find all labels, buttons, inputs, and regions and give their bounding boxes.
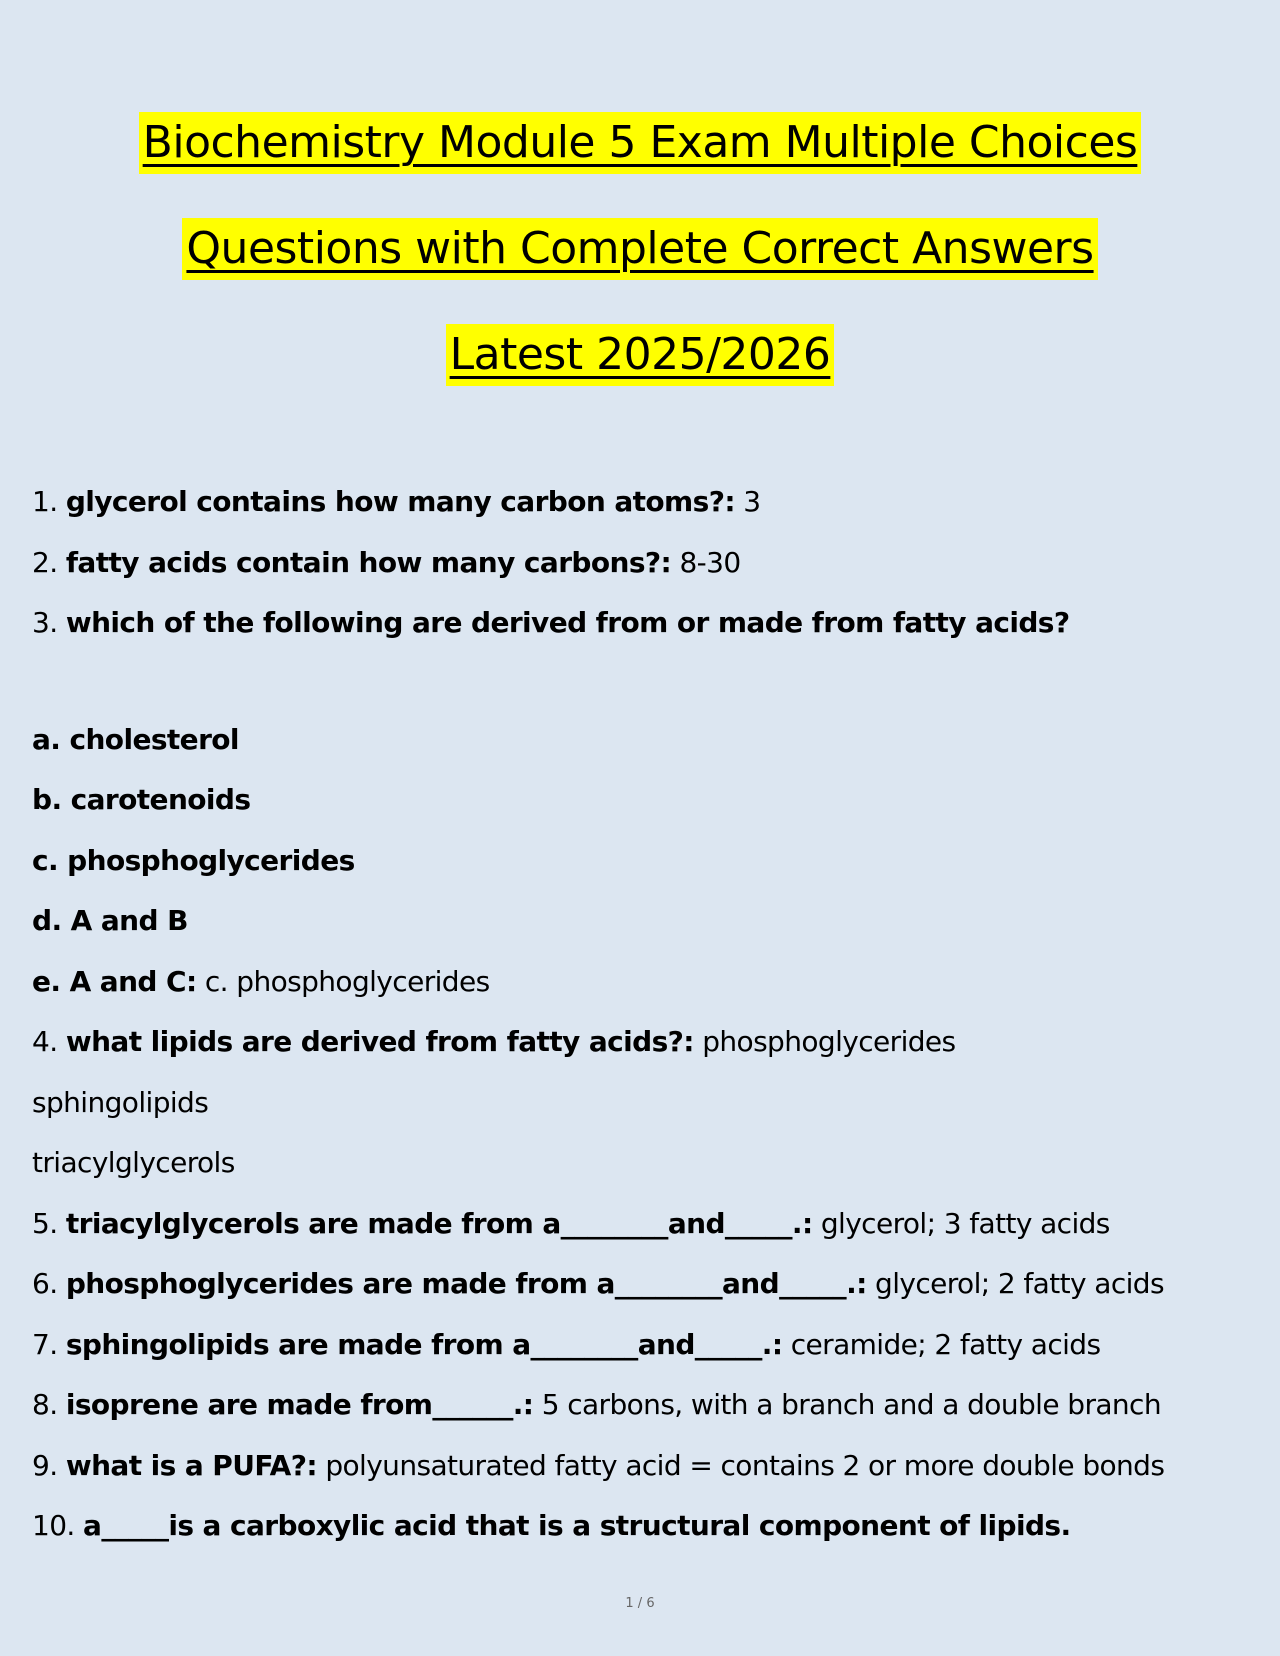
answer-text: 3: [743, 485, 761, 518]
question-item: [32, 1496, 1262, 1557]
question-number: 6.: [32, 1267, 58, 1300]
question-item: [32, 1254, 1262, 1315]
answer-text: sphingolipids: [32, 1085, 209, 1119]
title-text: Biochemistry Module 5 Exam Multiple Choices: [139, 112, 1142, 174]
choice-item: [32, 891, 1262, 952]
answer-text: glycerol; 3 fatty acids: [820, 1206, 1110, 1240]
question-text: which of the following are derived from or made from fatty acids?: [65, 606, 1070, 639]
answer-text: c. phosphoglycerides: [204, 964, 490, 998]
choice-item: [32, 710, 1262, 771]
question-list: [32, 472, 1262, 1557]
question-number: 1.: [32, 485, 58, 518]
title-line-3: [0, 324, 1280, 430]
title-line-1: [0, 112, 1280, 218]
question-number: 4.: [32, 1025, 58, 1058]
choice-item: [32, 831, 1262, 892]
choice-item: [32, 952, 1262, 1013]
question-number: 5.: [32, 1206, 58, 1240]
choice-text: d. A and B: [32, 904, 188, 937]
answer-text: phosphoglycerides: [702, 1025, 956, 1058]
question-number: 8.: [32, 1388, 58, 1421]
page-indicator: 1 / 6: [625, 1596, 655, 1611]
question-text: triacylglycerols are made from a________and_____.:: [65, 1206, 813, 1240]
question-number: 10.: [32, 1509, 75, 1542]
answer-continuation: [32, 1133, 1262, 1194]
question-item: [32, 593, 1262, 654]
question-item: [32, 1375, 1262, 1436]
question-number: 2.: [32, 545, 58, 579]
question-number: 7.: [32, 1327, 58, 1361]
question-text: what is a PUFA?:: [65, 1448, 317, 1482]
question-item: [32, 472, 1262, 533]
choice-text: c. phosphoglycerides: [32, 843, 355, 877]
question-text: glycerol contains how many carbon atoms?:: [65, 485, 735, 518]
question-item: [32, 533, 1262, 594]
document-title: [0, 112, 1280, 430]
choice-text: b. carotenoids: [32, 783, 251, 816]
choice-text: e. A and C:: [32, 964, 197, 998]
choice-item: [32, 770, 1262, 831]
answer-text: triacylglycerols: [32, 1146, 235, 1179]
answer-text: polyunsaturated fatty acid = contains 2 or more double bonds: [325, 1448, 1165, 1482]
question-text: what lipids are derived from fatty acids?:: [65, 1025, 694, 1058]
answer-text: 8-30: [679, 545, 741, 579]
question-text: sphingolipids are made from a________and_____.:: [65, 1327, 783, 1361]
question-number: 3.: [32, 606, 58, 639]
answer-text: ceramide; 2 fatty acids: [790, 1327, 1101, 1361]
title-line-2: [0, 218, 1280, 324]
answer-text: glycerol; 2 fatty acids: [875, 1267, 1164, 1300]
question-text: phosphoglycerides are made from a________and_____.:: [65, 1267, 867, 1300]
choice-text: a. cholesterol: [32, 722, 239, 756]
title-text: Latest 2025/2026: [446, 324, 835, 386]
question-text: fatty acids contain how many carbons?:: [65, 545, 672, 579]
answer-text: 5 carbons, with a branch and a double branch: [541, 1388, 1161, 1421]
blank-line: [32, 654, 1262, 710]
question-item: [32, 1436, 1262, 1497]
question-item: [32, 1315, 1262, 1376]
question-text: isoprene are made from______.:: [65, 1388, 534, 1421]
title-text: Questions with Complete Correct Answers: [182, 218, 1097, 280]
question-number: 9.: [32, 1448, 58, 1482]
answer-continuation: [32, 1073, 1262, 1134]
question-text: a_____is a carboxylic acid that is a structural component of lipids.: [83, 1509, 1071, 1542]
question-item: [32, 1012, 1262, 1073]
question-item: [32, 1194, 1262, 1255]
